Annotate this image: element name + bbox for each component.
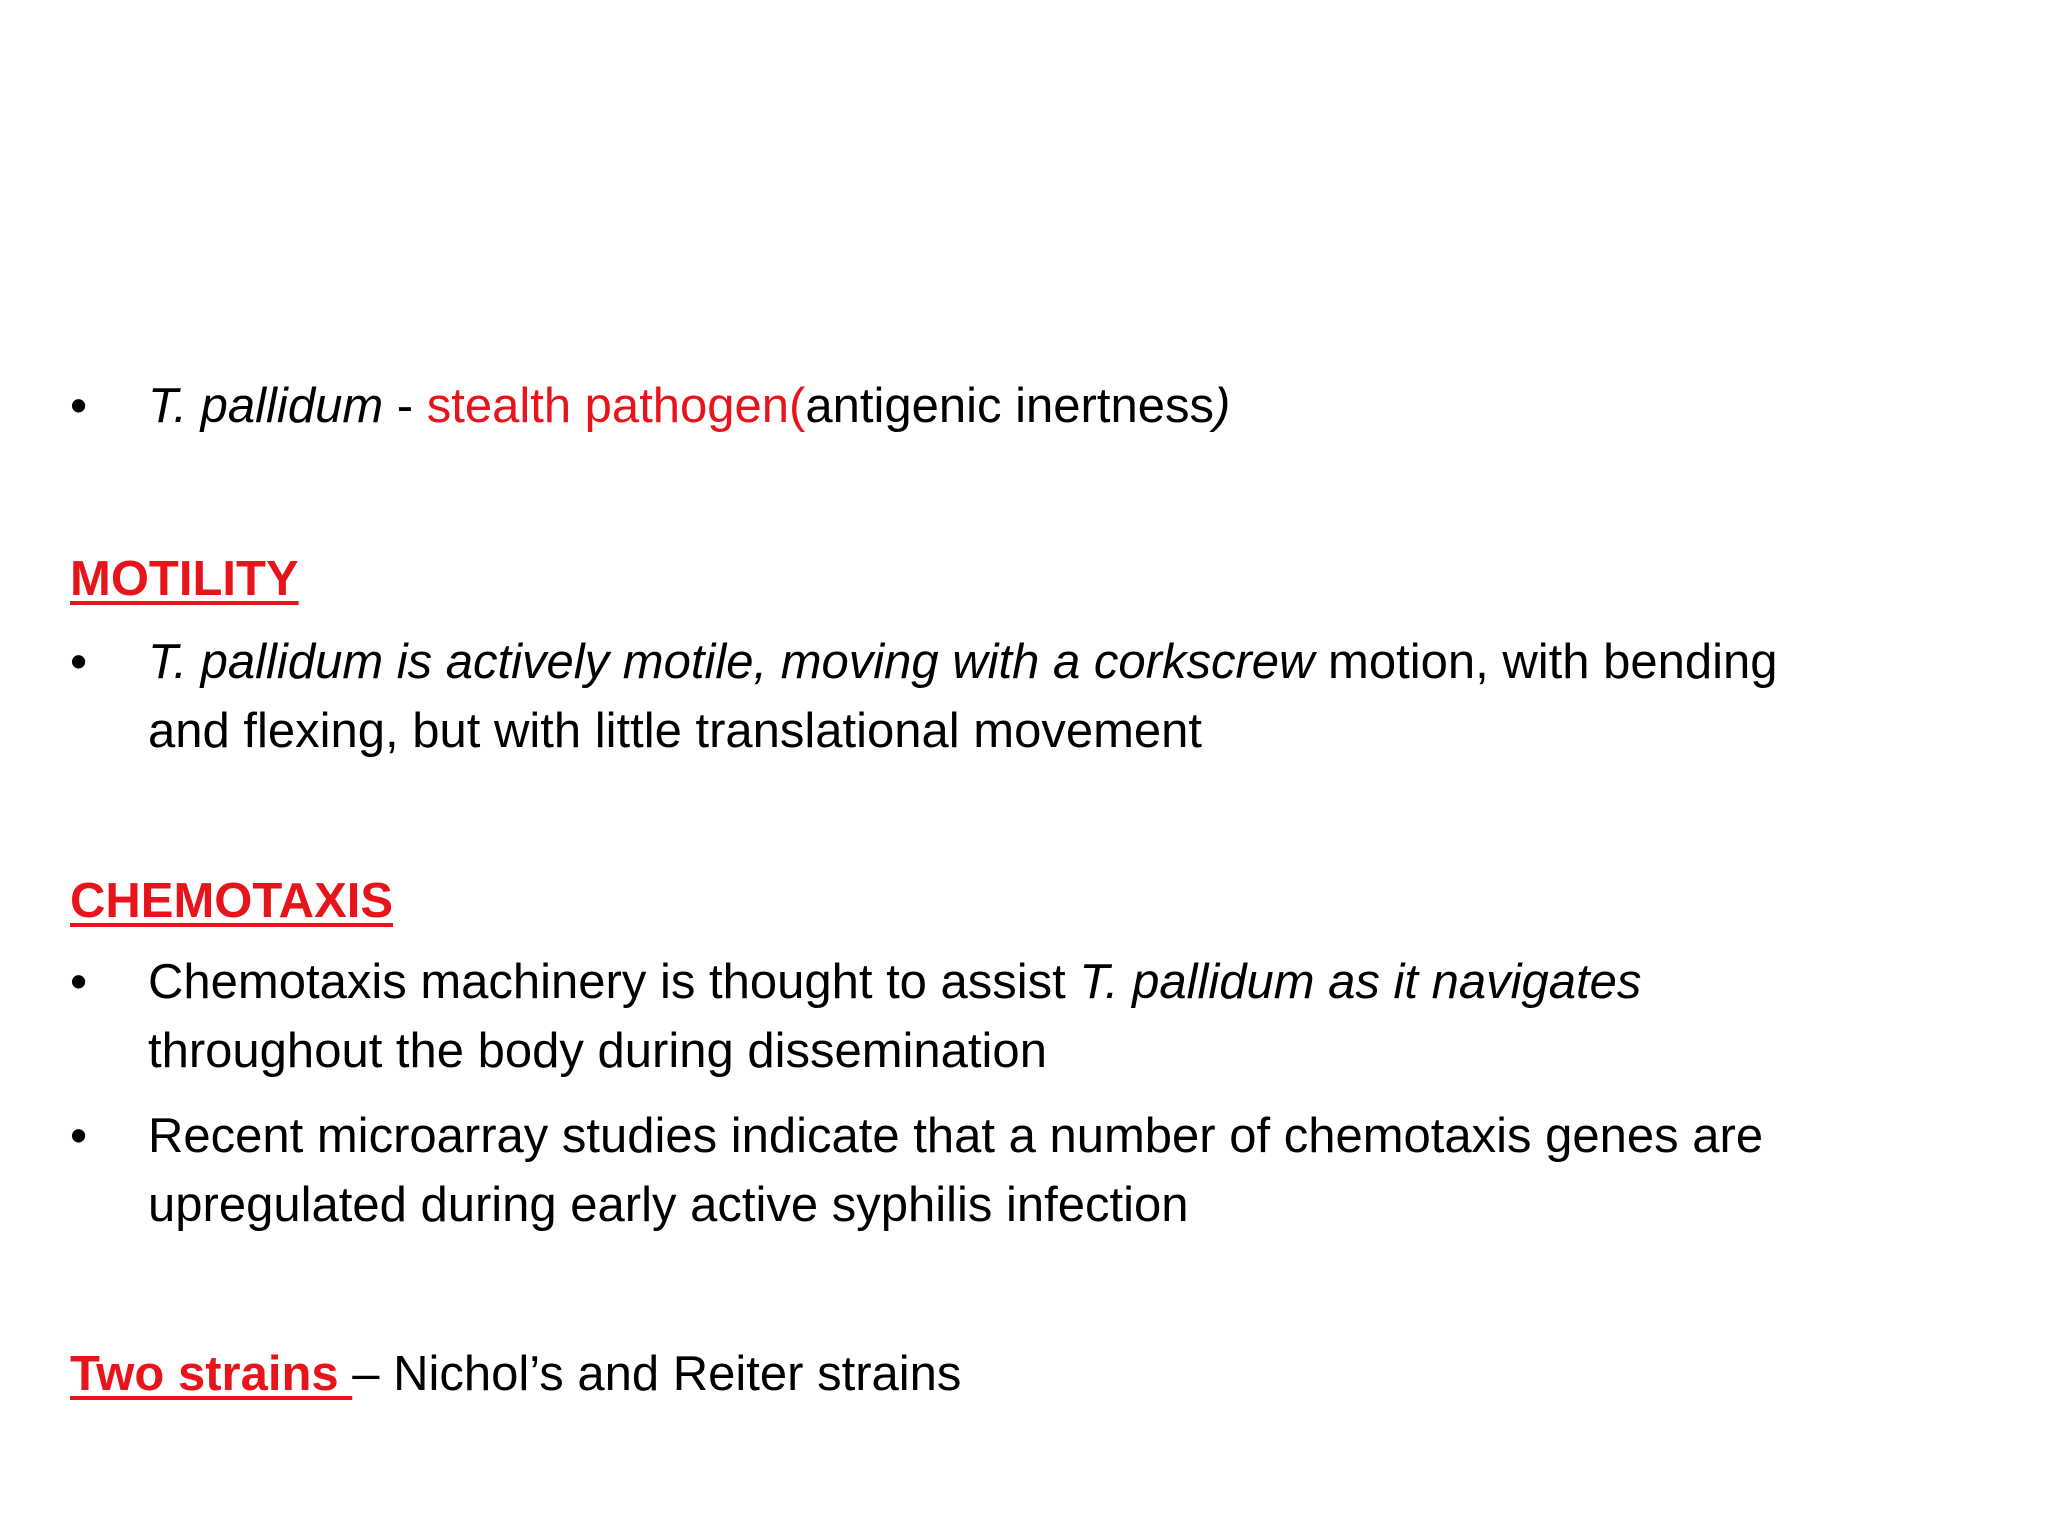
chemotaxis-heading: CHEMOTAXIS <box>70 874 394 928</box>
chemotaxis-item-1-plain: Chemotaxis machinery is thought to assist <box>148 955 1080 1009</box>
intro-dash: - <box>383 379 427 433</box>
strains-heading: Two strains <box>70 1347 353 1401</box>
motility-line-2: and flexing, but with little translational movement <box>148 704 1203 758</box>
chemotaxis-item-2-line-2: upregulated during early active syphilis infection <box>148 1178 1189 1232</box>
chemotaxis-item-2-line-1: Recent microarray studies indicate that a number of chemotaxis genes are <box>148 1109 1764 1163</box>
intro-line <box>148 372 1230 440</box>
bullet-icon: • <box>70 379 88 433</box>
chemotaxis-item-1-line-2: throughout the body during dissemination <box>148 1024 1047 1078</box>
chemotaxis-item-1-line-1 <box>148 948 1641 1016</box>
motility-line-1 <box>148 628 1777 696</box>
stealth-pathogen-text: stealth pathogen( <box>426 379 806 433</box>
antigenic-inertness-text: antigenic inertness <box>805 379 1214 433</box>
strains-text: – Nichol’s and Reiter strains <box>352 1347 962 1401</box>
strains-line <box>70 1340 961 1408</box>
chemotaxis-item-1-italic: T. pallidum as it navigates <box>1079 955 1642 1009</box>
motility-italic-text: T. pallidum is actively motile, moving with a corkscrew <box>148 635 1315 689</box>
motility-heading: MOTILITY <box>70 552 299 606</box>
bullet-icon: • <box>70 1109 88 1163</box>
bullet-icon: • <box>70 955 88 1009</box>
intro-close-paren: ) <box>1213 379 1231 433</box>
motility-rest-text: motion, with bending <box>1314 635 1778 689</box>
species-name: T. pallidum <box>148 379 384 433</box>
bullet-icon: • <box>70 635 88 689</box>
